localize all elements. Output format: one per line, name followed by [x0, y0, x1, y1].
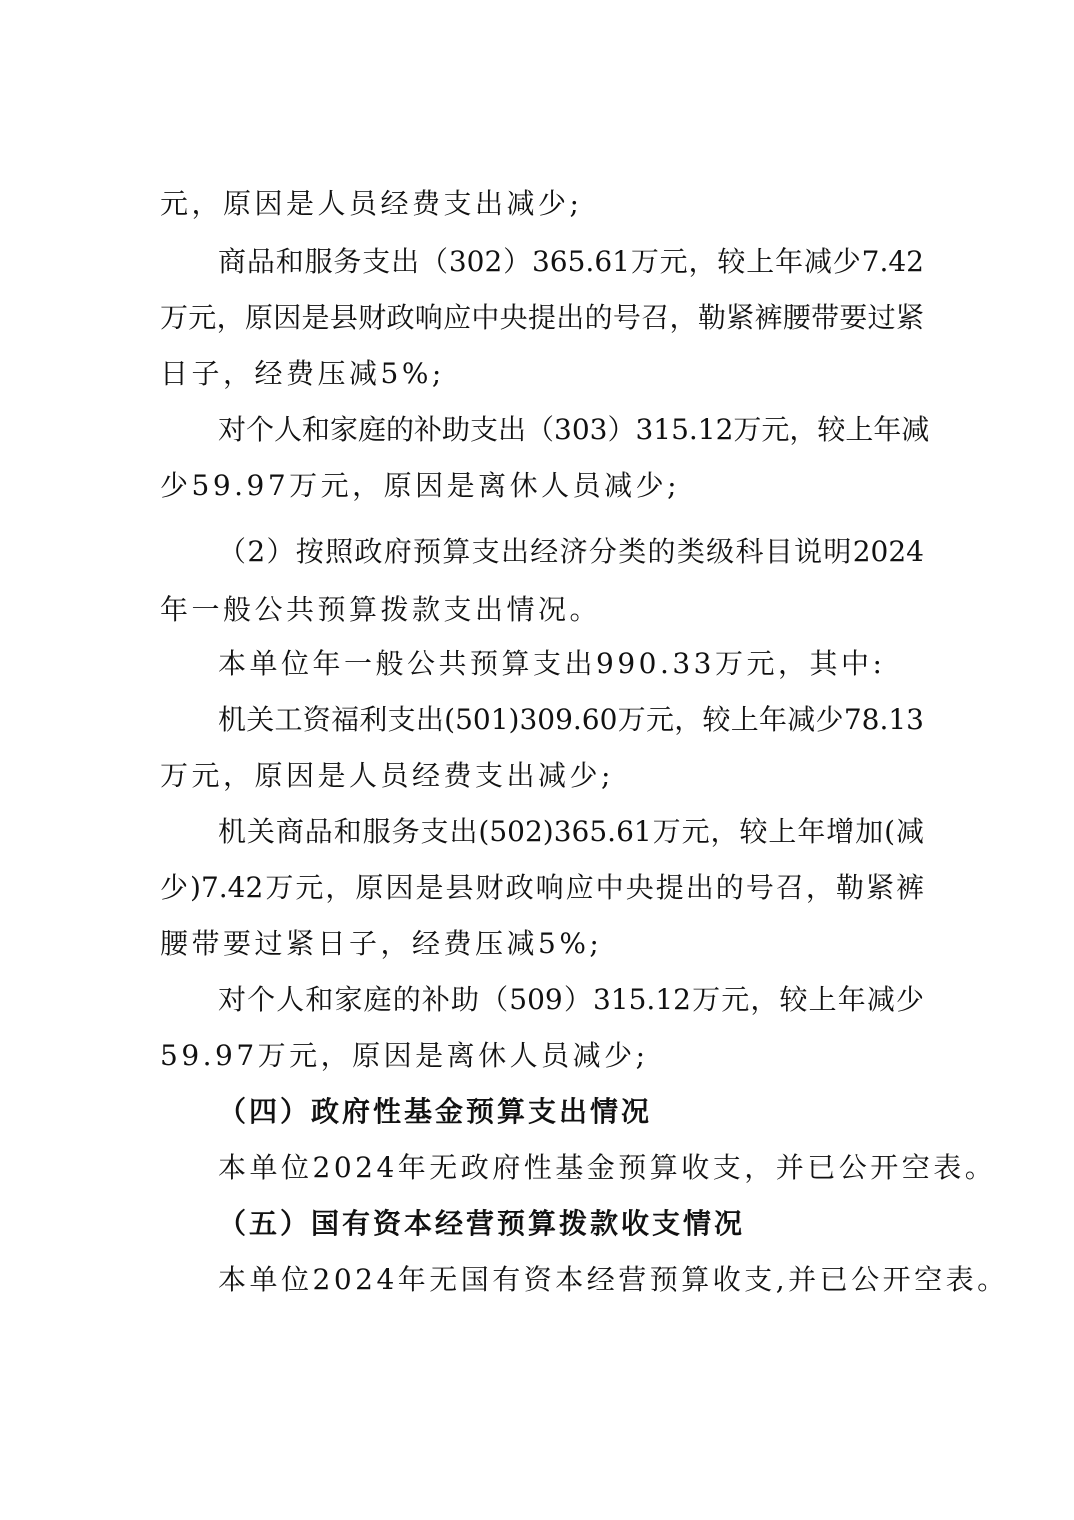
- paragraph-line: 对个人和家庭的补助支出（303）315.12万元，较上年减: [218, 413, 930, 446]
- paragraph-line: 机关工资福利支出(501)309.60万元，较上年减少78.13: [218, 703, 924, 736]
- section-heading: （五）国有资本经营预算拨款收支情况: [218, 1207, 746, 1240]
- paragraph-line: 万元，原因是人员经费支出减少;: [160, 759, 614, 792]
- paragraph-line: 本单位年一般公共预算支出990.33万元，其中:: [218, 647, 886, 680]
- paragraph-line: 少59.97万元，原因是离休人员减少;: [160, 469, 681, 502]
- paragraph-line: 少)7.42万元，原因是县财政响应中央提出的号召，勒紧裤: [160, 871, 924, 904]
- paragraph-line: 对个人和家庭的补助（509）315.12万元，较上年减少: [218, 983, 924, 1016]
- paragraph-line: 万元，原因是县财政响应中央提出的号召，勒紧裤腰带要过紧: [160, 301, 924, 334]
- paragraph-line: 本单位2024年无国有资本经营预算收支,并已公开空表。: [218, 1263, 1009, 1296]
- paragraph-line: （2）按照政府预算支出经济分类的类级科目说明2024: [218, 535, 924, 568]
- paragraph-line: 机关商品和服务支出(502)365.61万元，较上年增加(减: [218, 815, 924, 848]
- paragraph-line: 元，原因是人员经费支出减少;: [160, 187, 583, 220]
- paragraph-line: 日子，经费压减5%;: [160, 357, 445, 390]
- paragraph-line: 59.97万元，原因是离休人员减少;: [160, 1039, 649, 1072]
- paragraph-line: 腰带要过紧日子，经费压减5%;: [160, 927, 603, 960]
- paragraph-line: 年一般公共预算拨款支出情况。: [160, 593, 602, 626]
- paragraph-line: 商品和服务支出（302）365.61万元，较上年减少7.42: [218, 245, 924, 278]
- section-heading: （四）政府性基金预算支出情况: [218, 1095, 653, 1128]
- paragraph-line: 本单位2024年无政府性基金预算收支，并已公开空表。: [218, 1151, 997, 1184]
